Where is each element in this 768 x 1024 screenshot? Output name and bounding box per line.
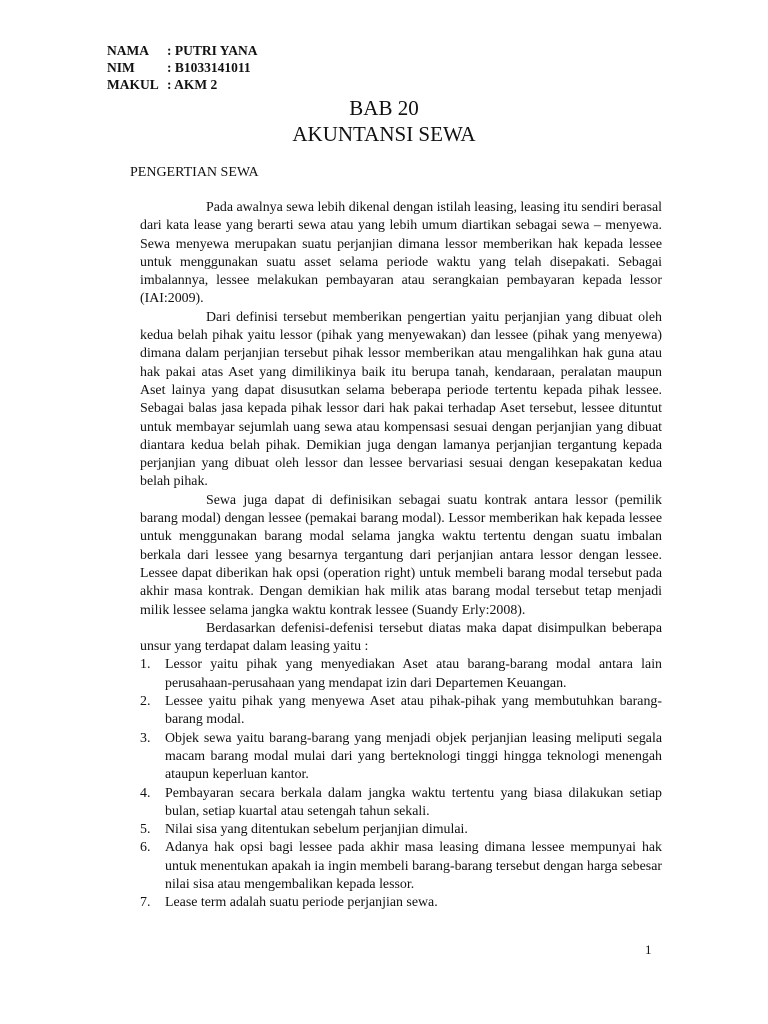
list-item <box>140 821 662 839</box>
list-text: Lessor yaitu pihak yang menyediakan Aset atau barang-barang modal antara lain perusahaan-perusahaan yang mendapat izin dari Departemen Keuangan. <box>165 657 662 691</box>
list-number: 4. <box>140 785 151 801</box>
list-text: Pembayaran secara berkala dalam jangka waktu tertentu yang biasa dilakukan setiap bulan, setiap kuartal atau setengah tahun sekali. <box>165 785 662 819</box>
info-label: MAKUL <box>107 77 159 92</box>
list-item <box>140 839 662 894</box>
chapter-title: AKUNTANSI SEWA <box>292 122 476 146</box>
list-number: 2. <box>140 694 151 710</box>
list-number: 6. <box>140 840 151 856</box>
page-number: 1 <box>645 942 652 957</box>
info-value: : AKM 2 <box>167 77 218 92</box>
paragraph: Sewa juga dapat di definisikan sebagai suatu kontrak antara lessor (pemilik barang modal) dengan lessee (pemakai barang modal). Lessor memberikan hak kepada lessee untuk menggunakan barang modal selama jangka waktu tertentu dengan suatu imbalan berkala dari lessee yang besarnya tergantung dari perjanjian antara lessor dengan lessee. Lessee dapat diberikan hak opsi (operation right) untuk membeli barang modal tersebut pada akhir masa kontrak. Dengan demikian hak milik atas barang modal tersebut tetap menjadi milik lessee selama jangka waktu kontrak lessee (Suandy Erly:2008). <box>140 492 662 618</box>
list-number: 1. <box>140 657 151 673</box>
info-row-nim <box>107 59 258 76</box>
chapter-number: BAB 20 <box>349 96 419 120</box>
list-item <box>140 730 662 785</box>
list-item <box>140 693 662 730</box>
list-text: Adanya hak opsi bagi lessee pada akhir masa leasing dimana lessee mempunyai hak untuk menentukan apakah ia ingin membeli barang-barang tersebut dengan harga sebesar nilai sisa atau mengembalikan kepada lessor. <box>165 840 662 892</box>
section-heading: PENGERTIAN SEWA <box>130 165 259 180</box>
paragraph: Dari definisi tersebut memberikan pengertian yaitu perjanjian yang dibuat oleh kedua belah pihak yaitu lessor (pihak yang menyewakan) dan lessee (pihak yang menyewa) dimana dalam perjanjian tersebut pihak lessor memberikan atau mengalihkan hak guna atau hak pakai atas Aset yang dimilikinya baik itu berupa tanah, kendaraan, peralatan maupun Aset lainya yang dapat disusutkan selama beberapa periode tertentu kepada pihak lessee. Sebagai balas jasa kepada pihak lessor dari hak pakai terhadap Aset tersebut, lessee dituntut untuk membayar sejumlah uang sewa atau kompensasi sesuai dengan perjanjian yang dibuat diantara kedua belah pihak. Demikian juga dengan lamanya perjanjian tergantung kepada perjanjian yang dibuat oleh lessor dan lessee bervariasi sesuai dengan kesepakatan kedua belah pihak. <box>140 309 662 490</box>
list-number: 3. <box>140 730 151 746</box>
element-list <box>140 656 662 912</box>
document-body <box>140 199 662 913</box>
paragraph: Pada awalnya sewa lebih dikenal dengan istilah leasing, leasing itu sendiri berasal dari kata lease yang berarti sewa atau yang lebih umum diartikan sebagai sewa – menyewa. Sewa menyewa merupakan suatu perjanjian dimana lessor memberikan hak kepada lessee untuk menggunakan suatu asset selama periode waktu yang telah disepakati. Sebagai imbalannya, lessee melakukan pembayaran atau serangkaian pembayaran kepada lessor (IAI:2009). <box>140 200 662 307</box>
list-item <box>140 894 662 912</box>
list-text: Lessee yaitu pihak yang menyewa Aset atau pihak-pihak yang membutuhkan barang-barang modal. <box>165 694 662 728</box>
list-item <box>140 785 662 822</box>
info-row-makul <box>107 76 258 93</box>
list-number: 5. <box>140 822 151 838</box>
list-text: Objek sewa yaitu barang-barang yang menjadi objek perjanjian leasing meliputi segala macam barang modal mulai dari yang berteknologi tinggi hingga teknologi menengah ataupun keperluan kantor. <box>165 730 662 783</box>
paragraph: Berdasarkan defenisi-defenisi tersebut diatas maka dapat disimpulkan beberapa unsur yang terdapat dalam leasing yaitu : <box>140 620 662 655</box>
info-label: NIM <box>107 60 135 75</box>
info-value: : PUTRI YANA <box>167 43 258 58</box>
list-item <box>140 656 662 693</box>
student-info <box>107 42 258 93</box>
info-label: NAMA <box>107 43 149 58</box>
list-text: Nilai sisa yang ditentukan sebelum perjanjian dimulai. <box>165 822 468 838</box>
info-row-nama <box>107 42 258 59</box>
list-number: 7. <box>140 895 151 911</box>
list-text: Lease term adalah suatu periode perjanjian sewa. <box>165 895 438 911</box>
info-value: : B1033141011 <box>167 60 251 75</box>
